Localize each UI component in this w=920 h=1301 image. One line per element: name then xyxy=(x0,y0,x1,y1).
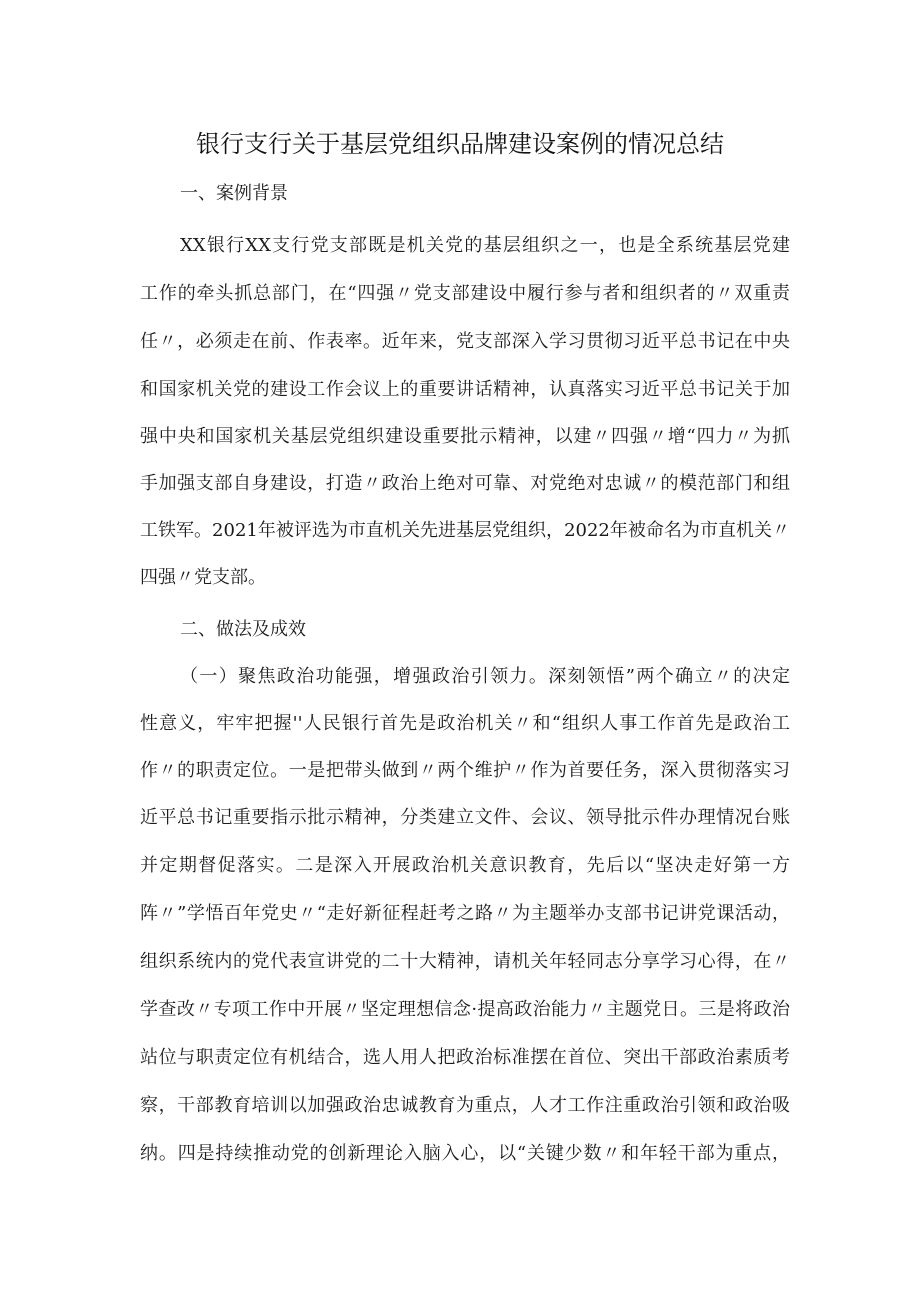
paragraph-line: 性意义，牢牢把握''人民银行首先是政治机关〃和“组织人事工作首先是政治工 xyxy=(140,713,790,734)
paragraph-line: 站位与职责定位有机结合，选人用人把政治标准摆在首位、突出干部政治素质考 xyxy=(140,1047,790,1068)
paragraph-line: 组织系统内的党代表宣讲党的二十大精神，请机关年轻同志分享学习心得，在〃 xyxy=(140,951,790,972)
paragraph-line: 阵〃”学悟百年党史〃“走好新征程赶考之路〃为主题举办支部书记讲党课活动， xyxy=(140,903,790,924)
section-heading-methods: 二、做法及成效 xyxy=(180,619,306,640)
paragraph-line: 和国家机关党的建设工作会议上的重要讲话精神，认真落实习近平总书记关于加 xyxy=(140,379,790,400)
paragraph-line: （一）聚焦政治功能强，增强政治引领力。深刻领悟”两个确立〃的决定 xyxy=(180,666,790,687)
paragraph-line: 任〃，必须走在前、作表率。近年来，党支部深入学习贯彻习近平总书记在中央 xyxy=(140,331,790,352)
paragraph-line: 作〃的职责定位。一是把带头做到〃两个维护〃作为首要任务，深入贯彻落实习 xyxy=(140,760,790,781)
paragraph-line: 四强〃党支部。 xyxy=(140,567,266,588)
document-title: 银行支行关于基层党组织品牌建设案例的情况总结 xyxy=(196,130,724,158)
paragraph-line: XX银行XX支行党支部既是机关党的基层组织之一，也是全系统基层党建 xyxy=(180,235,790,256)
paragraph-line: 学查改〃专项工作中开展〃坚定理想信念·提高政治能力〃主题党日。三是将政治 xyxy=(140,999,790,1020)
paragraph-line: 工作的牵头抓总部门，在“四强〃党支部建设中履行参与者和组织者的〃双重责 xyxy=(140,283,790,304)
paragraph-line: 强中央和国家机关基层党组织建设重要批示精神，以建〃四强〃增“四力〃为抓 xyxy=(140,426,790,447)
paragraph-line: 手加强支部自身建设，打造〃政治上绝对可靠、对党绝对忠诚〃的模范部门和组 xyxy=(140,473,790,494)
paragraph-line: 并定期督促落实。二是深入开展政治机关意识教育，先后以“坚决走好第一方 xyxy=(140,855,790,876)
section-heading-background: 一、案例背景 xyxy=(180,183,288,204)
paragraph-line: 工铁军。2021年被评选为市直机关先进基层党组织，2022年被命名为市直机关〃 xyxy=(140,520,790,541)
paragraph-line: 近平总书记重要指示批示精神，分类建立文件、会议、领导批示件办理情况台账 xyxy=(140,807,790,828)
paragraph-line: 纳。四是持续推动党的创新理论入脑入心，以“关键少数〃和年轻干部为重点， xyxy=(140,1143,790,1164)
paragraph-line: 察，干部教育培训以加强政治忠诚教育为重点，人才工作注重政治引领和政治吸 xyxy=(140,1095,790,1116)
